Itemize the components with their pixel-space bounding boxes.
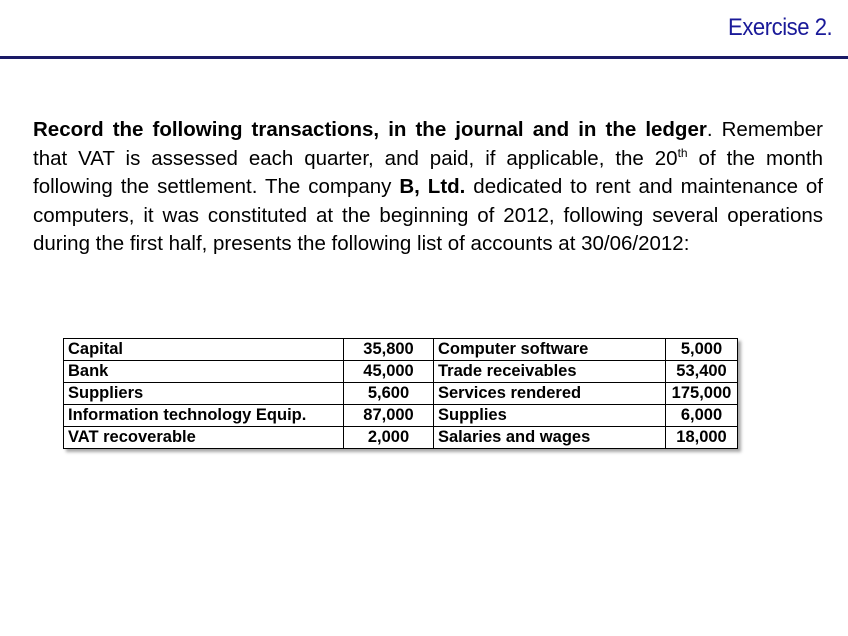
table-row <box>64 383 738 405</box>
account-amount-cell: 5,000 <box>666 339 738 361</box>
account-name-cell: Supplies <box>434 405 666 427</box>
account-amount-cell: 53,400 <box>666 361 738 383</box>
company-name: B, Ltd. <box>399 175 466 198</box>
table-row <box>64 339 738 361</box>
table-row <box>64 427 738 449</box>
account-amount-cell: 45,000 <box>344 361 434 383</box>
account-name-cell: Services rendered <box>434 383 666 405</box>
account-amount-cell: 5,600 <box>344 383 434 405</box>
account-name-cell: VAT recoverable <box>64 427 344 449</box>
account-amount-cell: 35,800 <box>344 339 434 361</box>
exercise-statement <box>33 116 823 259</box>
account-name-cell: Suppliers <box>64 383 344 405</box>
account-name-cell: Bank <box>64 361 344 383</box>
title-divider <box>0 56 848 59</box>
account-name-cell: Trade receivables <box>434 361 666 383</box>
table-row <box>64 405 738 427</box>
statement-bold-lead: Record the following transactions, in the journal and in the ledger <box>33 118 707 141</box>
account-amount-cell: 6,000 <box>666 405 738 427</box>
statement-text-1: . Remember that VAT is assessed each quarter, and paid, if applicable, the 20 <box>33 118 823 170</box>
account-amount-cell: 175,000 <box>666 383 738 405</box>
account-amount-cell: 87,000 <box>344 405 434 427</box>
account-amount-cell: 2,000 <box>344 427 434 449</box>
table-row <box>64 361 738 383</box>
statement-text-2: of the month following the settlement. The company <box>33 146 823 198</box>
account-name-cell: Information technology Equip. <box>64 405 344 427</box>
accounts-table <box>63 338 738 449</box>
account-name-cell: Capital <box>64 339 344 361</box>
account-name-cell: Salaries and wages <box>434 427 666 449</box>
account-amount-cell: 18,000 <box>666 427 738 449</box>
account-name-cell: Computer software <box>434 339 666 361</box>
statement-text-3: dedicated to rent and maintenance of computers, it was constituted at the beginning of 2012, following several operations during the first half, presents the following list of accounts at 30/06/2012: <box>33 175 824 255</box>
statement-ordinal-suffix: th <box>677 145 688 160</box>
slide-title: Exercise 2. <box>727 14 832 41</box>
